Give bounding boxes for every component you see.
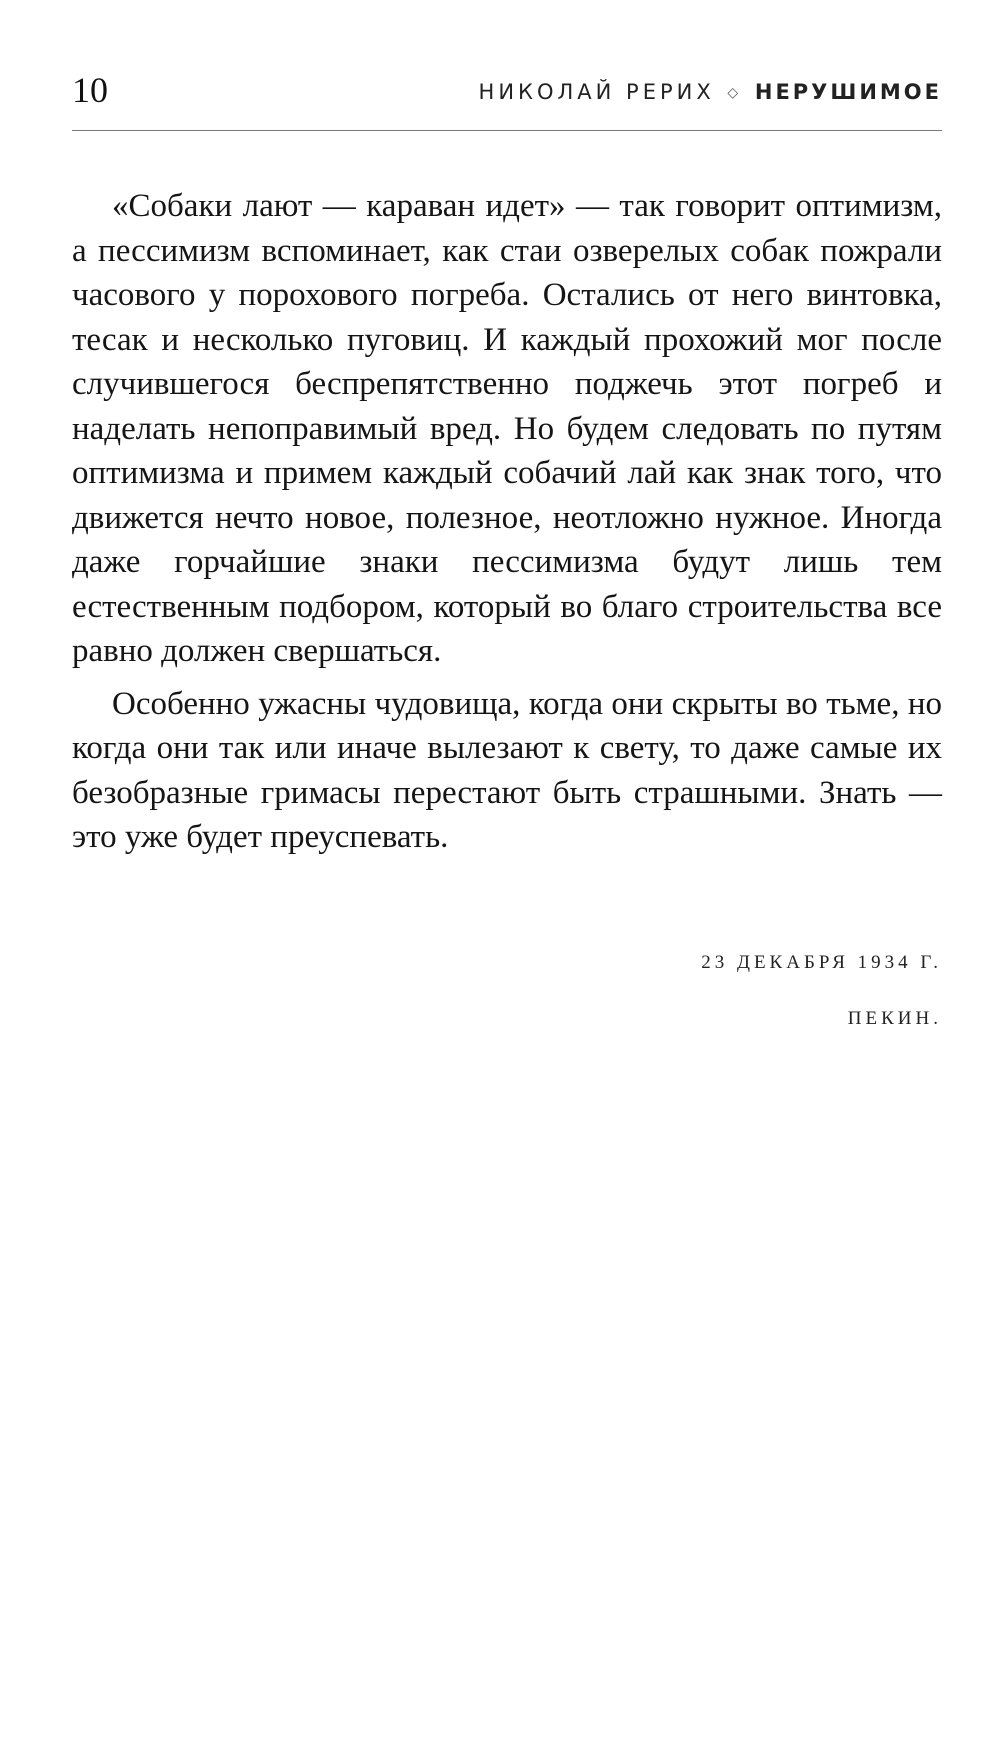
- signoff-place: ПЕКИН.: [847, 1008, 942, 1029]
- paragraph-2: Особенно ужасны чудовища, когда они скрыты во тьме, но когда они так или иначе вылезают к свету, то даже самые их безобразные гримасы перестают быть страшными. Знать — это уже будет преуспевать.: [72, 685, 942, 855]
- paragraph-1: «Собаки лают — караван идет» — так говорит оптимизм, а пессимизм вспоминает, как стаи озверелых собак пожрали часового у порохового погреба. Остались от него винтовка, тесак и несколько пуговиц. И каждый прохожий мог после случившегося беспрепятственно поджечь этот погреб и наделать непоправимый вред. Но будем следовать по путям оптимизма и примем каждый собачий лай как знак того, что движется нечто новое, полезное, неотложно нужное. Иногда даже горчайшие знаки пессимизма будут лишь тем естественным подбором, который во благо строительства все равно должен свершаться.: [72, 188, 942, 669]
- header-rule: [72, 130, 942, 131]
- diamond-separator-icon: ◇: [727, 85, 739, 101]
- signoff: [701, 935, 942, 1047]
- running-head-title: НЕРУШИМОЕ: [754, 80, 942, 104]
- running-head: [479, 78, 942, 107]
- page-number: 10: [72, 70, 108, 110]
- signoff-date: 23 ДЕКАБРЯ 1934 Г.: [701, 952, 942, 973]
- running-head-author: НИКОЛАЙ РЕРИХ: [478, 80, 715, 104]
- body-text: [72, 184, 942, 868]
